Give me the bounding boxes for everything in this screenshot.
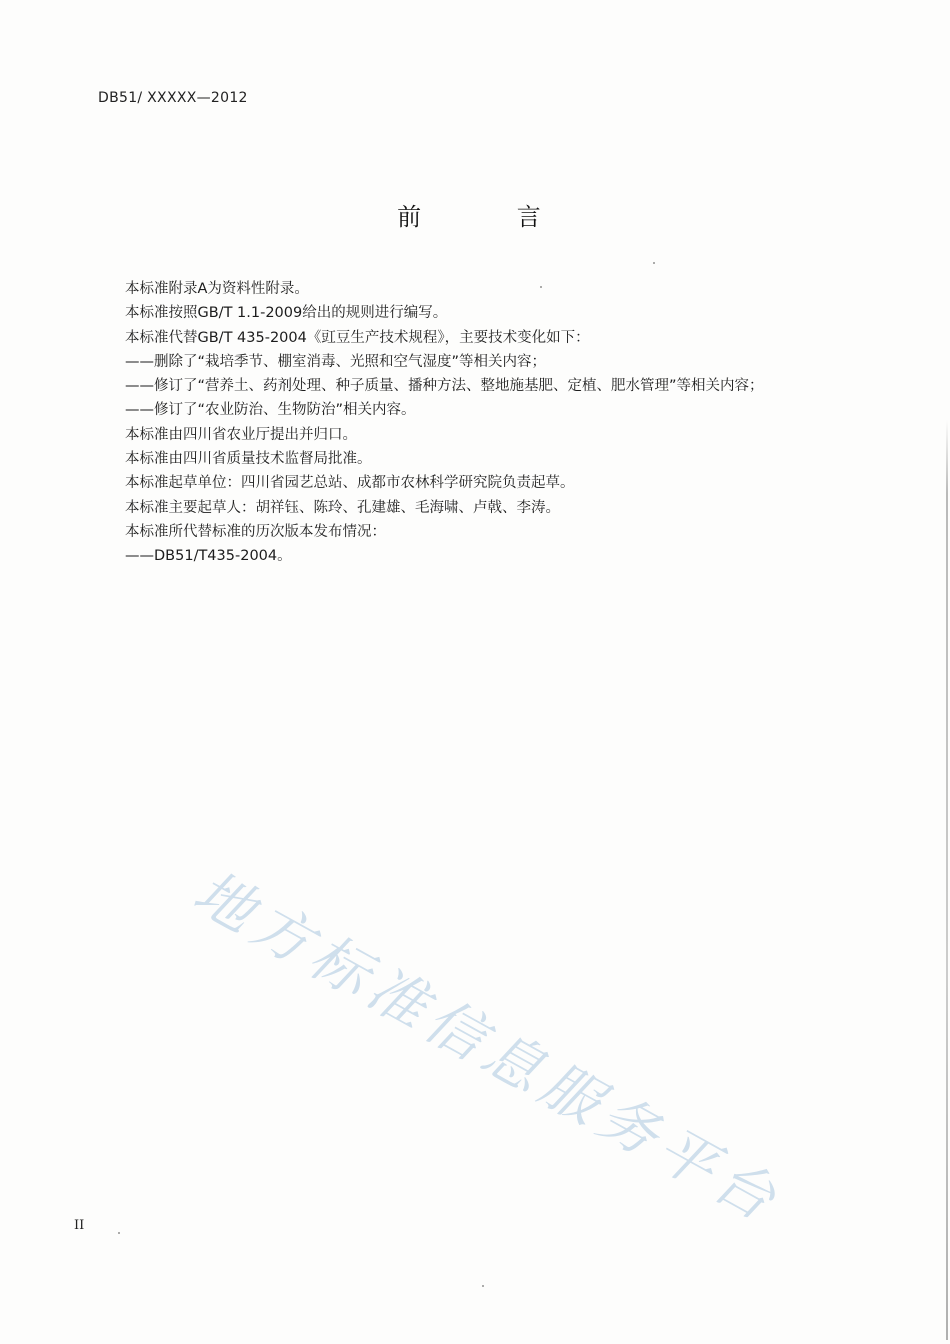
paragraph-previous-versions: 本标准所代替标准的历次版本发布情况：	[125, 523, 386, 540]
standard-code-header: DB51/ XXXXX—2012	[98, 90, 248, 106]
paragraph-drafting-rules: 本标准按照GB/T 1.1-2009给出的规则进行编写。	[125, 305, 448, 322]
scan-speck	[653, 262, 655, 264]
paragraph-appendix-note: 本标准附录A为资料性附录。	[125, 281, 309, 297]
scan-edge-shadow	[946, 420, 948, 1340]
scan-speck	[482, 1285, 484, 1287]
page-number: II	[74, 1218, 85, 1233]
paragraph-drafters: 本标准主要起草人：胡祥钰、陈玲、孔建雄、毛海啸、卢戟、李涛。	[125, 499, 560, 516]
paragraph-previous-version-item: ——DB51/T435-2004。	[125, 548, 292, 565]
foreword-body	[96, 277, 848, 569]
paragraph-drafting-units: 本标准起草单位：四川省园艺总站、成都市农林科学研究院负责起草。	[125, 475, 575, 492]
watermark-text: 地方标准信息服务平台	[182, 857, 793, 1237]
paragraph-replaces: 本标准代替GB/T 435-2004《豇豆生产技术规程》，主要技术变化如下：	[125, 329, 590, 346]
paragraph-approver: 本标准由四川省质量技术监督局批准。	[125, 451, 372, 468]
scan-speck	[540, 286, 542, 288]
scan-speck	[118, 1232, 120, 1234]
paragraph-change-revised-1: ——修订了“营养土、药剂处理、种子质量、播种方法、整地施基肥、定植、肥水管理”等相关内容；	[125, 378, 764, 395]
paragraph-change-revised-2: ——修订了“农业防治、生物防治”相关内容。	[125, 402, 416, 419]
paragraph-change-deleted: ——删除了“栽培季节、棚室消毒、光照和空气湿度”等相关内容；	[125, 353, 547, 370]
foreword-title: 前 言	[397, 203, 585, 231]
paragraph-proposer: 本标准由四川省农业厅提出并归口。	[125, 426, 357, 443]
